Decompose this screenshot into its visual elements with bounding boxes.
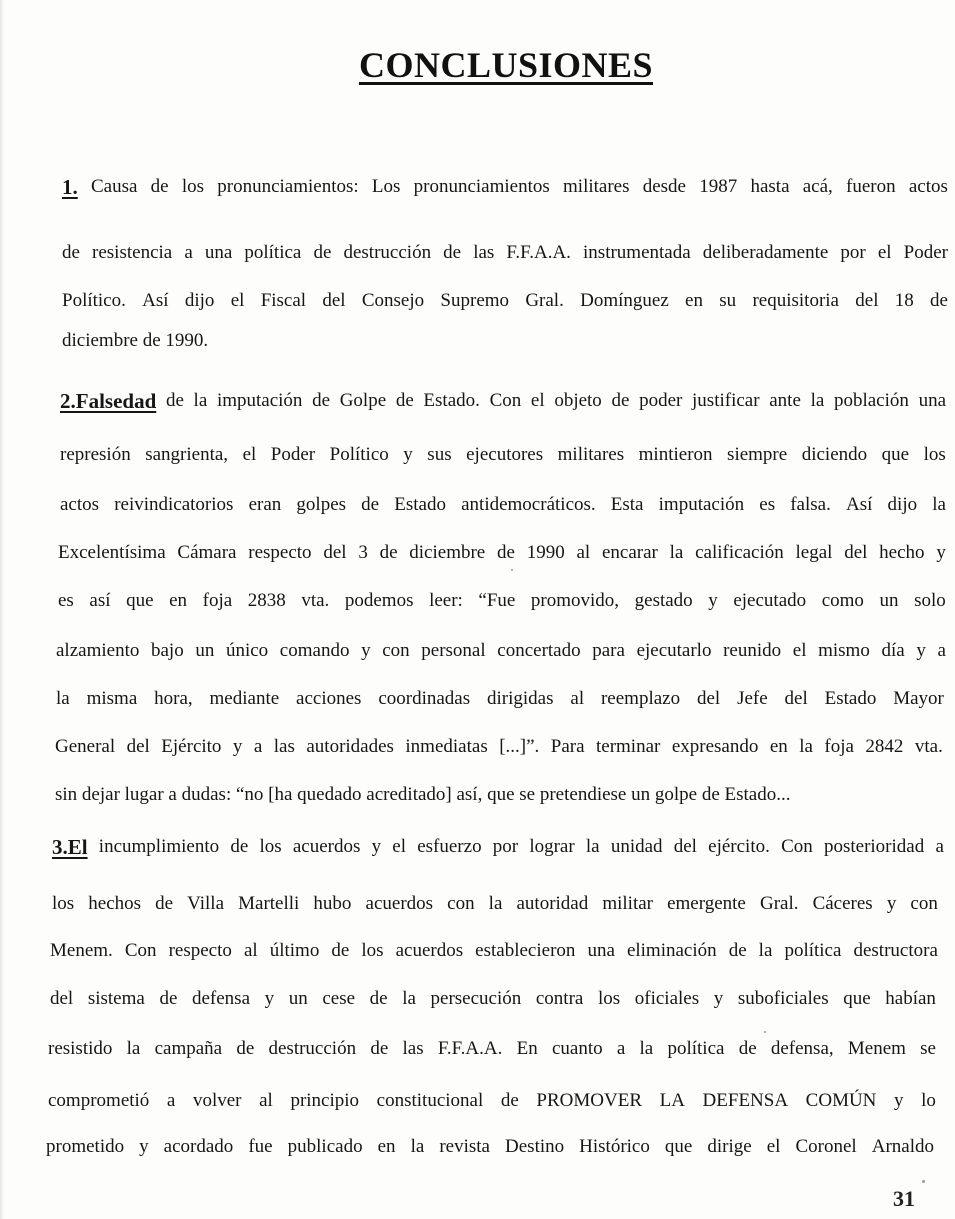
text-line: resistido la campaña de destrucción de las F.F.A.A. En cuanto a la política de defensa, Menem se	[48, 1038, 936, 1059]
text-line: Excelentísima Cámara respecto del 3 de diciembre de 1990 al encarar la calificación legal del hecho y	[58, 542, 946, 563]
section-number: 3.El	[52, 835, 88, 859]
page-edge-shadow	[0, 0, 4, 1219]
text-line: comprometió a volver al principio constitucional de PROMOVER LA DEFENSA COMÚN y lo	[48, 1090, 936, 1111]
text-line: 1. Causa de los pronunciamientos: Los pronunciamientos militares desde 1987 hasta acá, fueron actos	[62, 175, 948, 199]
line-text: sin dejar lugar a dudas: “no [ha quedado acreditado] así, que se pretendiese un golpe de Estado...	[55, 784, 791, 805]
page-title: CONCLUSIONES	[358, 45, 654, 85]
text-line: 3.El incumplimiento de los acuerdos y el esfuerzo por lograr la unidad del ejército. Con posterioridad a	[52, 835, 944, 859]
text-line: 2.Falsedad de la imputación de Golpe de Estado. Con el objeto de poder justificar ante la población una	[60, 389, 946, 413]
text-line: represión sangrienta, el Poder Político y sus ejecutores militares mintieron siempre diciendo que los	[60, 444, 946, 465]
text-line: los hechos de Villa Martelli hubo acuerdos con la autoridad militar emergente Gral. Cáceres y con	[52, 893, 938, 914]
text-line	[62, 330, 242, 352]
scan-speck	[511, 569, 513, 571]
line-text: diciembre de 1990.	[62, 330, 209, 351]
section-number: 2.Falsedad	[60, 389, 157, 413]
text-line	[55, 784, 875, 806]
text-line: es así que en foja 2838 vta. podemos leer: “Fue promovido, gestado y ejecutado como un solo	[58, 590, 946, 611]
text-line: del sistema de defensa y un cese de la persecución contra los oficiales y suboficiales que habían	[50, 988, 936, 1009]
text-line: General del Ejército y a las autoridades inmediatas [...]”. Para terminar expresando en la foja 2842 vta.	[55, 736, 943, 757]
scan-speck	[764, 1031, 766, 1033]
section-number: 1.	[62, 175, 78, 199]
text-line: actos reivindicatorios eran golpes de Estado antidemocráticos. Esta imputación es falsa. Así dijo la	[60, 494, 946, 515]
text-line: Político. Así dijo el Fiscal del Consejo Supremo Gral. Domínguez en su requisitoria del 18 de	[62, 290, 948, 311]
text-line: la misma hora, mediante acciones coordinadas dirigidas al reemplazo del Jefe del Estado Mayor	[56, 688, 944, 709]
text-line: prometido y acordado fue publicado en la revista Destino Histórico que dirige el Coronel Arnaldo	[46, 1136, 934, 1157]
scan-speck	[922, 1180, 925, 1183]
text-line: Menem. Con respecto al último de los acuerdos establecieron una eliminación de la política destructora	[50, 940, 938, 961]
text-line: de resistencia a una política de destrucción de las F.F.A.A. instrumentada deliberadamente por el Poder	[62, 242, 948, 263]
text-line: alzamiento bajo un único comando y con personal concertado para ejecutarlo reunido el mismo día y a	[56, 640, 946, 661]
page-number: 31	[893, 1186, 915, 1211]
